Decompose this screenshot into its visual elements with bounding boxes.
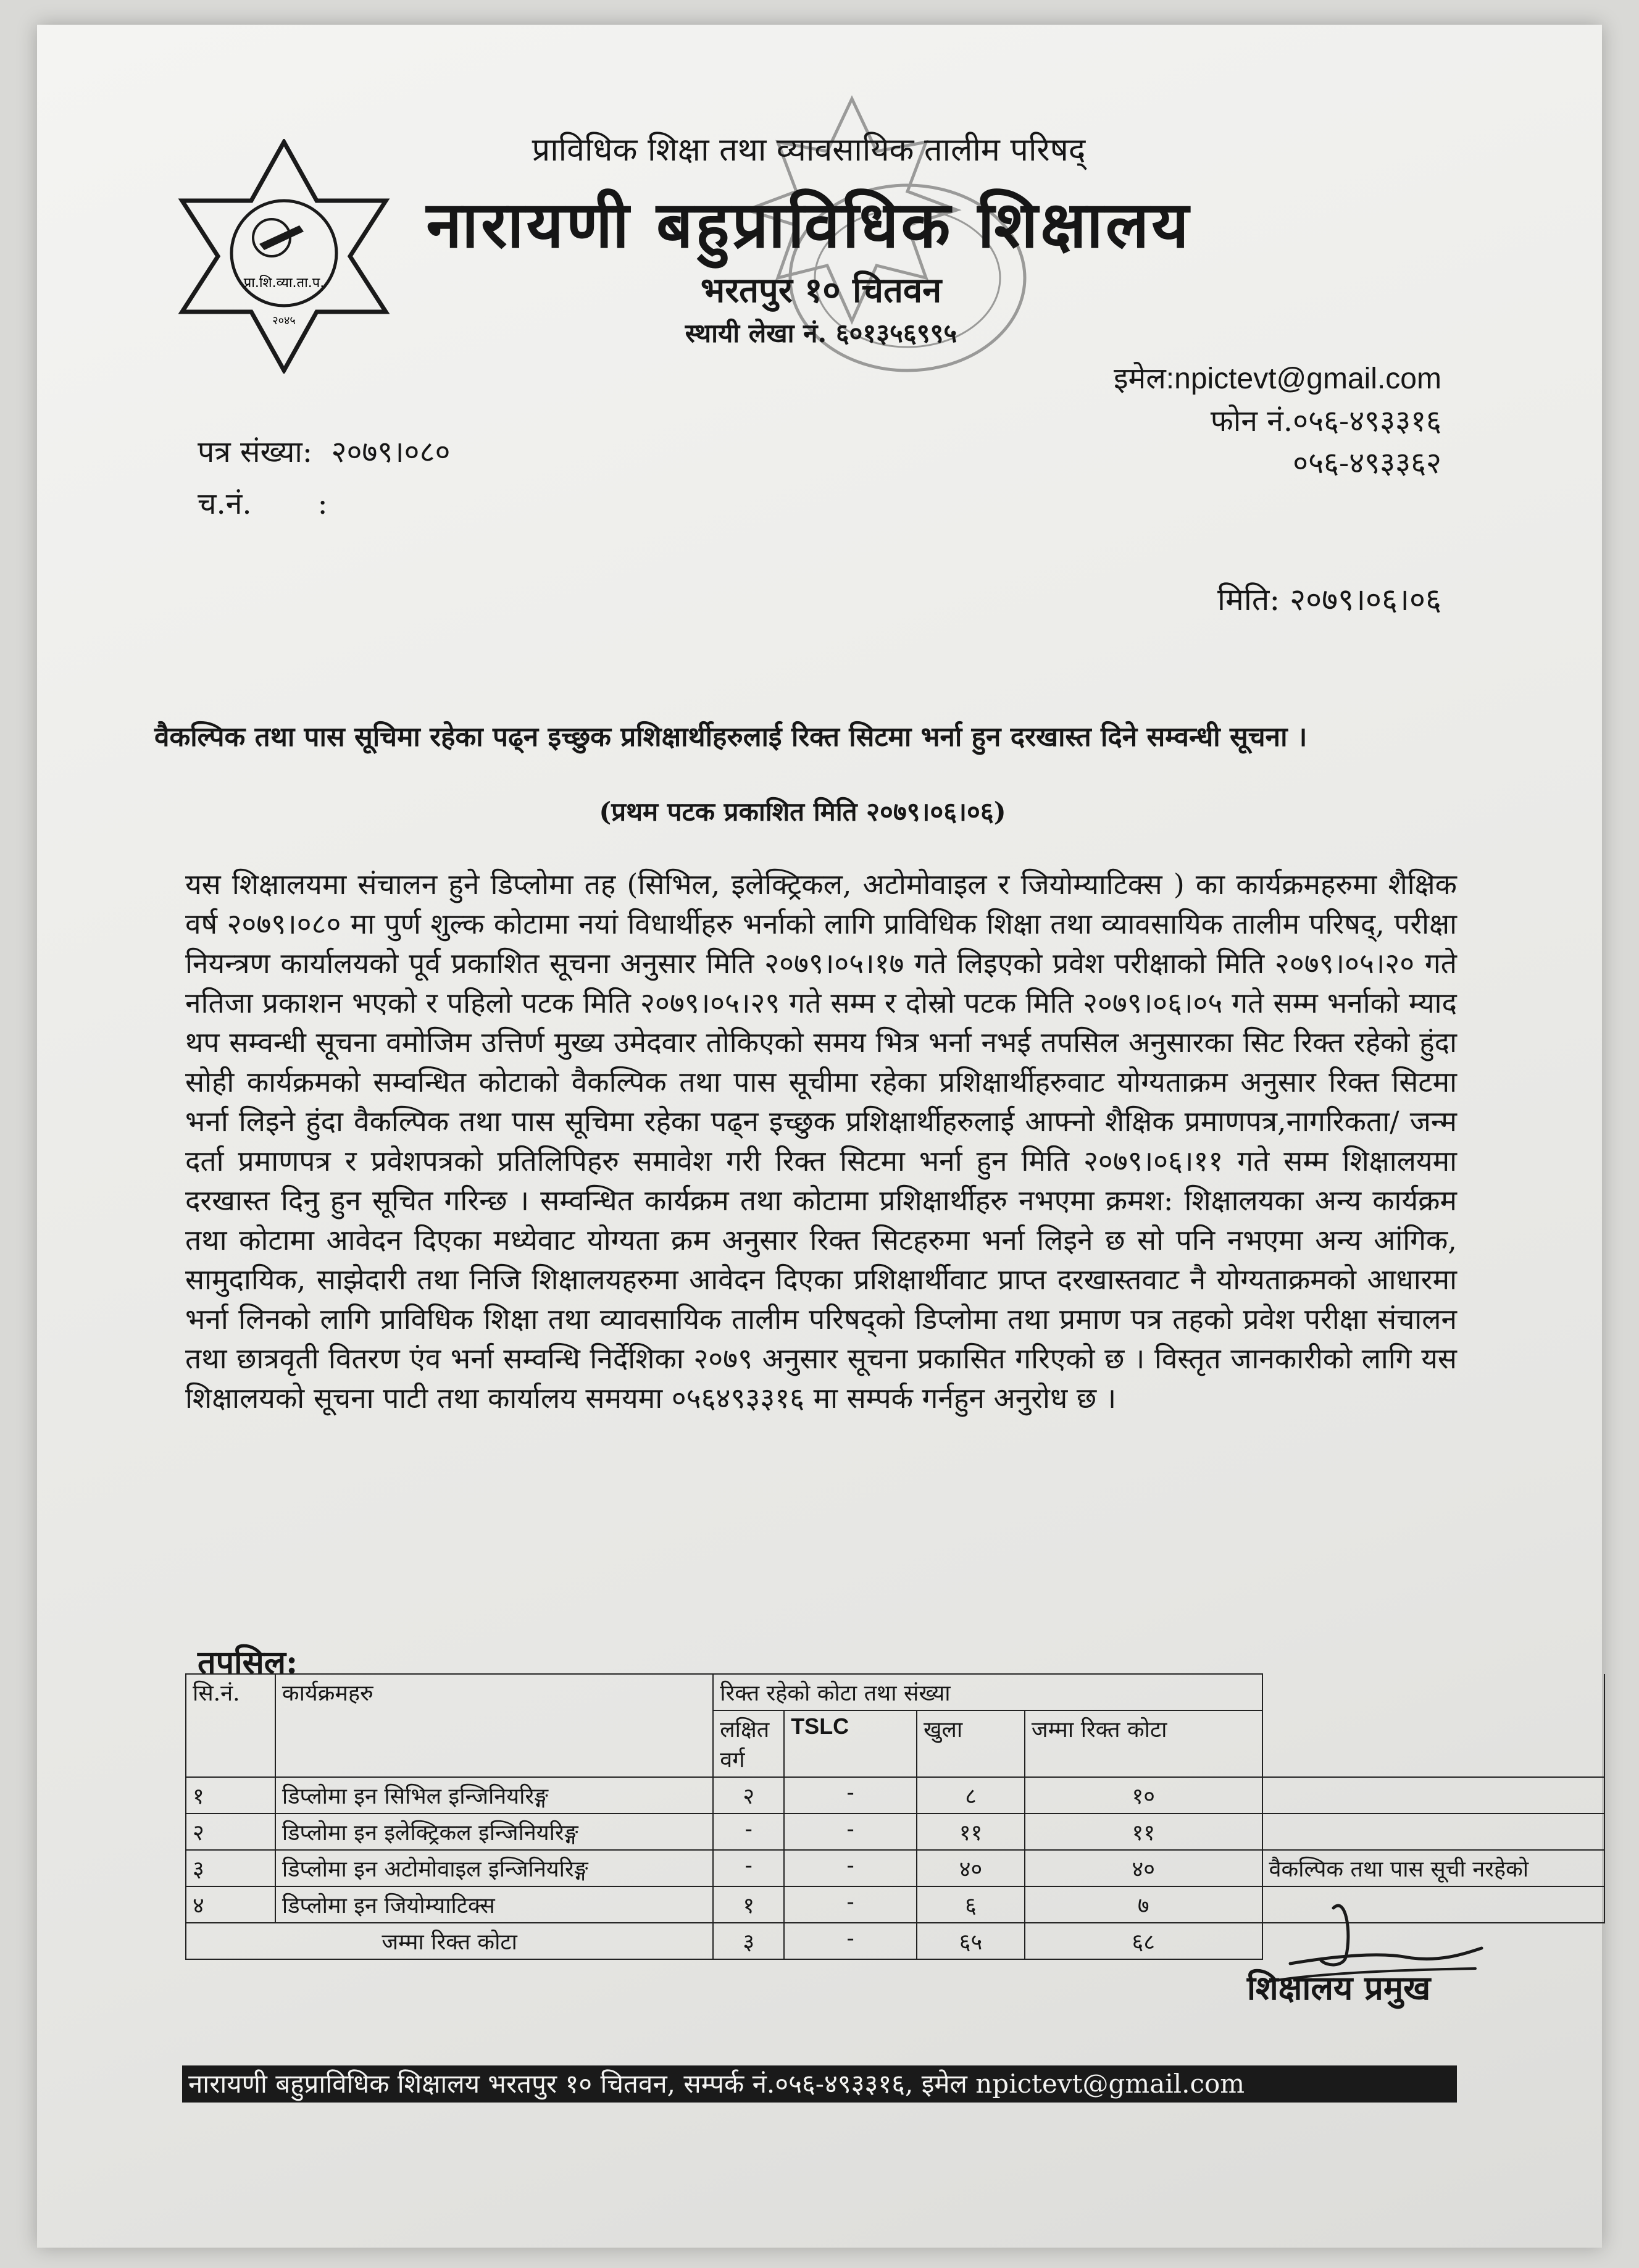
- header-quota-group: रिक्त रहेको कोटा तथा संख्या: [713, 1674, 1262, 1710]
- total-tslc: -: [784, 1923, 917, 1959]
- notice-subject: वैकल्पिक तथा पास सूचिमा रहेका पढ्न इच्छुक प्रशिक्षार्थीहरुलाई रिक्त सिटमा भर्ना हुन दरखास्त दिने सम्वन्धी सूचना ।: [154, 721, 1307, 753]
- row-total: ४०: [1025, 1850, 1262, 1886]
- patra-value: २०७९।०८०: [331, 435, 451, 469]
- reference-block: [198, 426, 450, 530]
- notice-date: मिति: २०७९।०६।०६: [1217, 582, 1441, 617]
- patra-label: पत्र संख्या:: [198, 435, 312, 469]
- row-targeted: -: [713, 1850, 784, 1886]
- row-total: ७: [1025, 1886, 1262, 1923]
- table-row: [186, 1814, 1604, 1850]
- row-tslc: -: [784, 1886, 917, 1923]
- header-tslc: TSLC: [784, 1710, 917, 1777]
- footer-contact-bar: नारायणी बहुप्राविधिक शिक्षालय भरतपुर १० चितवन, सम्पर्क नं.०५६-४९३३१६, इमेल npictevt@gmail.com: [182, 2065, 1457, 2103]
- signatory-title: शिक्षालय प्रमुख: [1247, 1968, 1431, 2007]
- row-program: डिप्लोमा इन जियोम्याटिक्स: [275, 1886, 713, 1923]
- header-remarks-spacer: [1262, 1674, 1604, 1777]
- notice-body: यस शिक्षालयमा संचालन हुने डिप्लोमा तह (सिभिल, इलेक्ट्रिकल, अटोमोवाइल र जियोम्याटिक्स ) का कार्यक्रमहरुमा शैक्षिक वर्ष २०७९।०८० मा पुर्ण शुल्क कोटामा नयां विधार्थीहरु भर्नाको लागि प्राविधिक शिक्षा तथा व्यावसायिक तालीम परिषद्, परीक्षा नियन्त्रण कार्यालयको पूर्व प्रकाशित सूचना अनुसार मिति २०७९।०५।१७ गते लिइएको प्रवेश परीक्षाको मिति २०७९।०५।२० गते नतिजा प्रकाशन भएको र पहिलो पटक मिति २०७९।०५।२९ गते सम्म र दोस्रो पटक मिति २०७९।०६।०५ गते सम्म भर्नाको म्याद थप सम्वन्धी सूचना वमोजिम उत्तिर्ण मुख्य उमेदवार तोकिएको समय भित्र भर्ना नभई तपसिल अनुसारका सिट रिक्त रहेको हुंदा सोही कार्यक्रमको सम्वन्धित कोटाको वैकल्पिक तथा पास सूचीमा रहेका प्रशिक्षार्थीहरुवाट योग्यताक्रम अनुसार रिक्त सिटमा भर्ना लिइने हुंदा वैकल्पिक तथा पास सूचिमा रहेका पढ्न इच्छुक प्रशिक्षार्थीहरुलाई आफ्नो शैक्षिक प्रमाणपत्र,नागरिकता/ जन्म दर्ता प्रमाणपत्र र प्रवेशपत्रको प्रतिलिपिहरु समावेश गरी रिक्त सिटमा भर्ना हुन मिति २०७९।०६।११ गते सम्म शिक्षालयमा दरखास्त दिनु हुन सूचित गरिन्छ । सम्वन्धित कार्यक्रम तथा कोटामा प्रशिक्षार्थीहरु नभएमा क्रमश: शिक्षालयका अन्य कार्यक्रम तथा कोटामा आवेदन दिएका मध्येवाट योग्यता क्रम अनुसार रिक्त सिटहरुमा भर्ना लिइने छ सो पनि नभएमा अन्य आंगिक, सामुदायिक, साझेदारी तथा निजि शिक्षालयहरुमा आवेदन दिएका प्रशिक्षार्थीवाट प्राप्त दरखास्तवाट नै योग्यताक्रमको आधारमा भर्ना लिनको लागि प्राविधिक शिक्षा तथा व्यावसायिक तालीम परिषद्को डिप्लोमा तथा प्रमाण पत्र तहको प्रवेश परीक्षा संचालन तथा छात्रवृती वितरण एंव भर्ना सम्वन्धि निर्देशिका २०७९ अनुसार सूचना प्रकासित गरिएको छ । विस्तृत जानकारीको लागि यस शिक्षालयको सूचना पाटी तथा कार्यालय समयमा ०५६४९३३१६ मा सम्पर्क गर्नहुन अनुरोध छ ।: [185, 868, 1457, 1415]
- row-tslc: -: [784, 1850, 917, 1886]
- row-program: डिप्लोमा इन सिभिल इन्जिनियरिङ्ग: [275, 1777, 713, 1814]
- row-targeted: २: [713, 1777, 784, 1814]
- total-label: जम्मा रिक्त कोटा: [186, 1923, 713, 1959]
- row-sn: १: [186, 1777, 275, 1814]
- row-program: डिप्लोमा इन इलेक्ट्रिकल इन्जिनियरिङ्ग: [275, 1814, 713, 1850]
- row-sn: ४: [186, 1886, 275, 1923]
- row-total: १०: [1025, 1777, 1262, 1814]
- pan-number: स्थायी लेखा नं. ६०१३५६९९५: [685, 318, 957, 348]
- logo-text-1: प्रा.शि.व्या.ता.प.: [243, 275, 325, 291]
- header-program: कार्यक्रमहरु: [275, 1674, 713, 1777]
- college-name: नारायणी बहुप्राविधिक शिक्षालय: [426, 186, 1191, 262]
- header-total: जम्मा रिक्त कोटा: [1025, 1710, 1262, 1777]
- first-published: (प्रथम पटक प्रकाशित मिति २०७९।०६।०६): [599, 797, 1006, 827]
- row-remarks: [1262, 1814, 1604, 1850]
- council-name: प्राविधिक शिक्षा तथा व्यावसायिक तालीम परिषद्: [532, 132, 1086, 169]
- contact-email: इमेल:npictevt@gmail.com: [1113, 362, 1441, 395]
- chalani-value: :: [317, 487, 328, 521]
- row-remarks: [1262, 1777, 1604, 1814]
- row-targeted: १: [713, 1886, 784, 1923]
- header-sn: सि.नं.: [186, 1674, 275, 1777]
- row-remarks: वैकल्पिक तथा पास सूची नरहेको: [1262, 1850, 1604, 1886]
- total-open: ६५: [917, 1923, 1025, 1959]
- contact-block: [1114, 358, 1441, 484]
- table-row: [186, 1777, 1604, 1814]
- row-tslc: -: [784, 1777, 917, 1814]
- row-sn: ३: [186, 1850, 275, 1886]
- total-targeted: ३: [713, 1923, 784, 1959]
- total-total: ६८: [1025, 1923, 1262, 1959]
- chalani-label: च.नं.: [198, 487, 252, 521]
- row-open: ४०: [917, 1850, 1025, 1886]
- annex-label: तपसिल:: [198, 1644, 298, 1681]
- contact-phone-2: ०५६-४९३३६२: [1293, 446, 1441, 480]
- header-open: खुला: [917, 1710, 1025, 1777]
- logo-text-2: २०४५: [272, 314, 296, 327]
- row-total: ११: [1025, 1814, 1262, 1850]
- college-address: भरतपुर १० चितवन: [700, 270, 942, 311]
- row-open: ६: [917, 1886, 1025, 1923]
- table-row: [186, 1850, 1604, 1886]
- row-sn: २: [186, 1814, 275, 1850]
- row-tslc: -: [784, 1814, 917, 1850]
- row-open: ११: [917, 1814, 1025, 1850]
- row-open: ८: [917, 1777, 1025, 1814]
- row-program: डिप्लोमा इन अटोमोवाइल इन्जिनियरिङ्ग: [275, 1850, 713, 1886]
- row-targeted: -: [713, 1814, 784, 1850]
- government-emblem-icon: [167, 139, 401, 374]
- contact-phone-1: फोन नं.०५६-४९३३१६: [1210, 404, 1441, 438]
- header-targeted: लक्षित वर्ग: [713, 1710, 784, 1777]
